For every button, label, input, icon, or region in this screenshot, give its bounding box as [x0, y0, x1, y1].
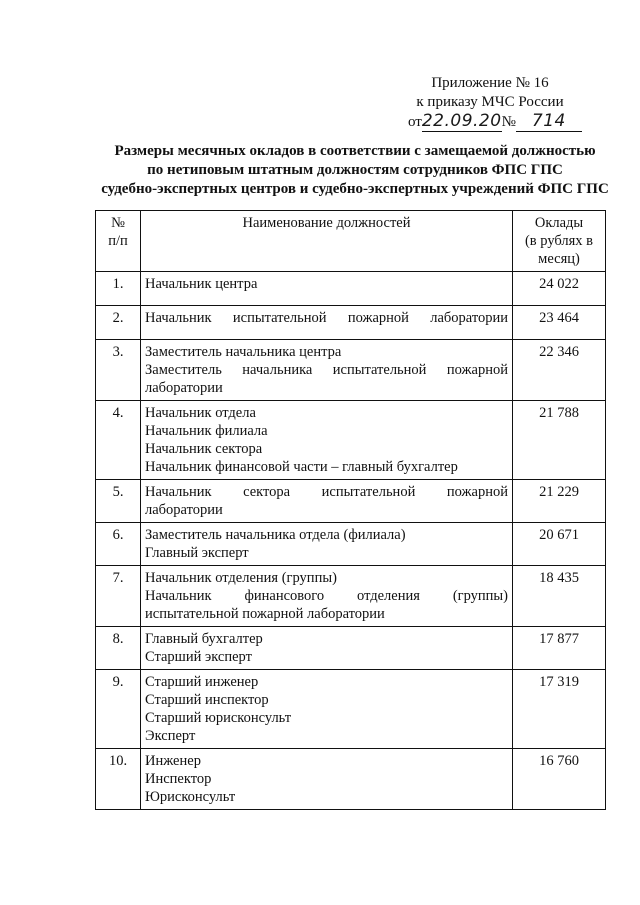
row-salary: 21 229 [513, 480, 606, 523]
appendix-order-ref: к приказу МЧС России [416, 94, 564, 110]
row-salary: 24 022 [513, 272, 606, 306]
appendix-number: Приложение № 16 [431, 75, 549, 91]
row-number: 4. [96, 401, 141, 480]
header-salary-line: (в рублях в [524, 233, 594, 249]
salary-table [95, 210, 606, 810]
table-header-row [96, 211, 606, 272]
row-positions [141, 306, 513, 340]
appendix-date-line [400, 112, 580, 132]
position-name: Заместитель начальника отдела (филиала) [145, 527, 406, 543]
header-num-line: п/п [108, 233, 128, 249]
table-body [96, 272, 606, 810]
position-name: Начальник сектора [145, 441, 263, 457]
position-name: Старший инспектор [145, 692, 269, 708]
position-name: Начальник финансового отделения (группы) [145, 588, 508, 604]
row-positions [141, 749, 513, 810]
appendix-block [400, 74, 580, 132]
row-number: 3. [96, 340, 141, 401]
table-row [96, 272, 606, 306]
row-number: 6. [96, 523, 141, 566]
header-num [96, 211, 141, 272]
position-name: Главный бухгалтер [145, 631, 263, 647]
row-positions [141, 523, 513, 566]
position-name: Начальник отделения (группы) [145, 570, 337, 586]
header-salary-line: Оклады [534, 215, 584, 231]
table-row [96, 749, 606, 810]
title-line-2: по нетиповым штатным должностям сотрудников ФПС ГПС [147, 162, 563, 178]
position-name: Инженер [145, 753, 201, 769]
header-salary [513, 211, 606, 272]
row-salary: 21 788 [513, 401, 606, 480]
row-salary: 18 435 [513, 566, 606, 627]
position-name: Начальник отдела [145, 405, 256, 421]
position-name: Эксперт [145, 728, 196, 744]
position-name: Заместитель начальника центра [145, 344, 342, 360]
row-positions [141, 670, 513, 749]
position-name: Начальник филиала [145, 423, 268, 439]
table-row [96, 670, 606, 749]
position-name: Начальник сектора испытательной пожарной [145, 484, 508, 500]
table-row [96, 401, 606, 480]
position-name: Старший юрисконсульт [145, 710, 292, 726]
row-positions [141, 272, 513, 306]
row-number: 1. [96, 272, 141, 306]
position-name: Инспектор [145, 771, 212, 787]
position-name: Начальник испытательной пожарной лаборатории [145, 310, 508, 326]
row-positions [141, 401, 513, 480]
appendix-num-sign: № [501, 114, 516, 130]
row-salary: 16 760 [513, 749, 606, 810]
appendix-ot: от [408, 114, 422, 130]
row-number: 2. [96, 306, 141, 340]
position-name: испытательной пожарной лаборатории [145, 606, 385, 622]
position-name: Заместитель начальника испытательной пожарной [145, 362, 508, 378]
row-number: 8. [96, 627, 141, 670]
row-positions [141, 480, 513, 523]
row-salary: 23 464 [513, 306, 606, 340]
row-number: 5. [96, 480, 141, 523]
appendix-order-number: 714 [516, 112, 582, 132]
position-name: Старший эксперт [145, 649, 252, 665]
document-title [95, 142, 615, 199]
header-salary-line: месяц) [538, 251, 580, 267]
row-number: 7. [96, 566, 141, 627]
header-num-line: № [111, 215, 125, 231]
table-row [96, 480, 606, 523]
row-number: 10. [96, 749, 141, 810]
header-name: Наименование должностей [141, 211, 513, 272]
table-row [96, 340, 606, 401]
row-salary: 22 346 [513, 340, 606, 401]
row-positions [141, 340, 513, 401]
position-name: лаборатории [145, 380, 223, 396]
table-row [96, 566, 606, 627]
table-row [96, 523, 606, 566]
position-name: Начальник финансовой части – главный бухгалтер [145, 459, 458, 475]
row-salary: 20 671 [513, 523, 606, 566]
title-line-3: судебно-экспертных центров и судебно-экспертных учреждений ФПС ГПС [101, 181, 609, 197]
row-positions [141, 566, 513, 627]
row-positions [141, 627, 513, 670]
row-number: 9. [96, 670, 141, 749]
position-name: Старший инженер [145, 674, 259, 690]
position-name: лаборатории [145, 502, 223, 518]
appendix-date: 22.09.20 [421, 111, 502, 131]
table-row [96, 306, 606, 340]
row-salary: 17 319 [513, 670, 606, 749]
row-salary: 17 877 [513, 627, 606, 670]
title-line-1: Размеры месячных окладов в соответствии с замещаемой должностью [114, 143, 596, 159]
position-name: Начальник центра [145, 276, 258, 292]
position-name: Юрисконсульт [145, 789, 236, 805]
table-row [96, 627, 606, 670]
position-name: Главный эксперт [145, 545, 249, 561]
